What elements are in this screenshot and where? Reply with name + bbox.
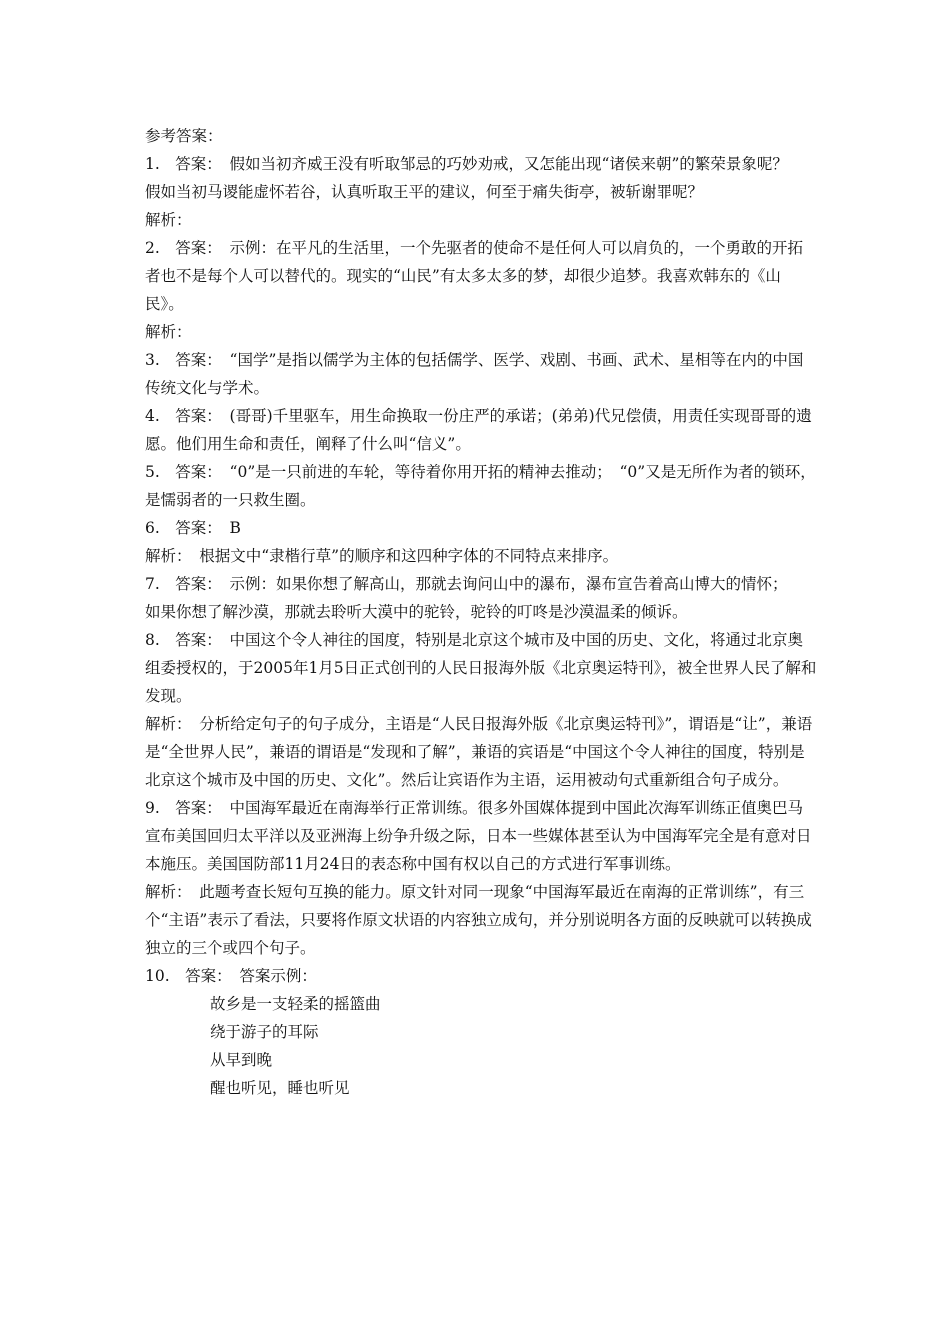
answer-line: 6. 答案： B (145, 519, 241, 537)
answer-line: 5. 答案： “0”是一只前进的车轮，等待着你用开拓的精神去推动； “0”又是无所作为者的锁环，是懦弱者的一只救生圈。 (145, 463, 816, 509)
answer-line: 2. 答案： 示例：在平凡的生活里，一个先驱者的使命不是任何人可以肩负的，一个勇敢的开拓者也不是每个人可以替代的。现实的“山民”有太多太多的梦，却很少追梦。我喜欢韩东的《山民》。 (145, 239, 804, 313)
poem-line: 故乡是一支轻柔的摇篮曲 (210, 995, 381, 1013)
answer-line: 如果你想了解沙漠，那就去聆听大漠中的驼铃，驼铃的叮咚是沙漠温柔的倾诉。 (145, 603, 688, 621)
answer-line: 解析： (145, 211, 192, 229)
answer-document (145, 122, 817, 1102)
answer-line: 10. 答案： 答案示例： (145, 967, 317, 985)
poem-line: 醒也听见，睡也听见 (210, 1079, 350, 1097)
poem-line: 绕于游子的耳际 (210, 1023, 319, 1041)
answer-line: 9. 答案： 中国海军最近在南海举行正常训练。很多外国媒体提到中国此次海军训练正值奥巴马宣布美国回归太平洋以及亚洲海上纷争升级之际，日本一些媒体甚至认为中国海军完全是有意对日本施压。美国国防部11月24日的表态称中国有权以自己的方式进行军事训练。 (145, 799, 812, 873)
answer-line: 解析： 根据文中“隶楷行草”的顺序和这四种字体的不同特点来排序。 (145, 547, 619, 565)
answer-line: 解析： (145, 323, 192, 341)
poem-block (145, 990, 817, 1102)
answer-line: 7. 答案： 示例：如果你想了解高山，那就去询问山中的瀑布，瀑布宣告着高山博大的情怀； (145, 575, 788, 593)
poem-line: 从早到晚 (210, 1051, 273, 1069)
answer-heading: 参考答案： (145, 127, 223, 145)
answer-line: 8. 答案： 中国这个令人神往的国度，特别是北京这个城市及中国的历史、文化，将通过北京奥组委授权的，于2005年1月5日正式创刊的人民日报海外版《北京奥运特刊》，被全世界人民了解和发现。 (145, 631, 817, 705)
answer-line: 假如当初马谡能虚怀若谷，认真听取王平的建议，何至于痛失街亭，被斩谢罪呢？ (145, 183, 704, 201)
answer-line: 解析： 此题考查长短句互换的能力。原文针对同一现象“中国海军最近在南海的正常训练”，有三个“主语”表示了看法，只要将作原文状语的内容独立成句，并分别说明各方面的反映就可以转换成独立的三个或四个句子。 (145, 883, 812, 957)
answer-line: 解析： 分析给定句子的句子成分，主语是“人民日报海外版《北京奥运特刊》”，谓语是“让”，兼语是“全世界人民”，兼语的谓语是“发现和了解”，兼语的宾语是“中国这个令人神往的国度，特别是北京这个城市及中国的历史、文化”。然后让宾语作为主语，运用被动句式重新组合句子成分。 (145, 715, 813, 789)
answer-line: 4. 答案： (哥哥)千里驱车，用生命换取一份庄严的承诺；(弟弟)代兄偿债，用责任实现哥哥的遗愿。他们用生命和责任，阐释了什么叫“信义”。 (145, 407, 812, 453)
answer-line: 1. 答案： 假如当初齐威王没有听取邹忌的巧妙劝戒，又怎能出现“诸侯来朝”的繁荣景象呢？ (145, 155, 788, 173)
answer-line: 3. 答案： “国学”是指以儒学为主体的包括儒学、医学、戏剧、书画、武术、星相等在内的中国传统文化与学术。 (145, 351, 804, 397)
